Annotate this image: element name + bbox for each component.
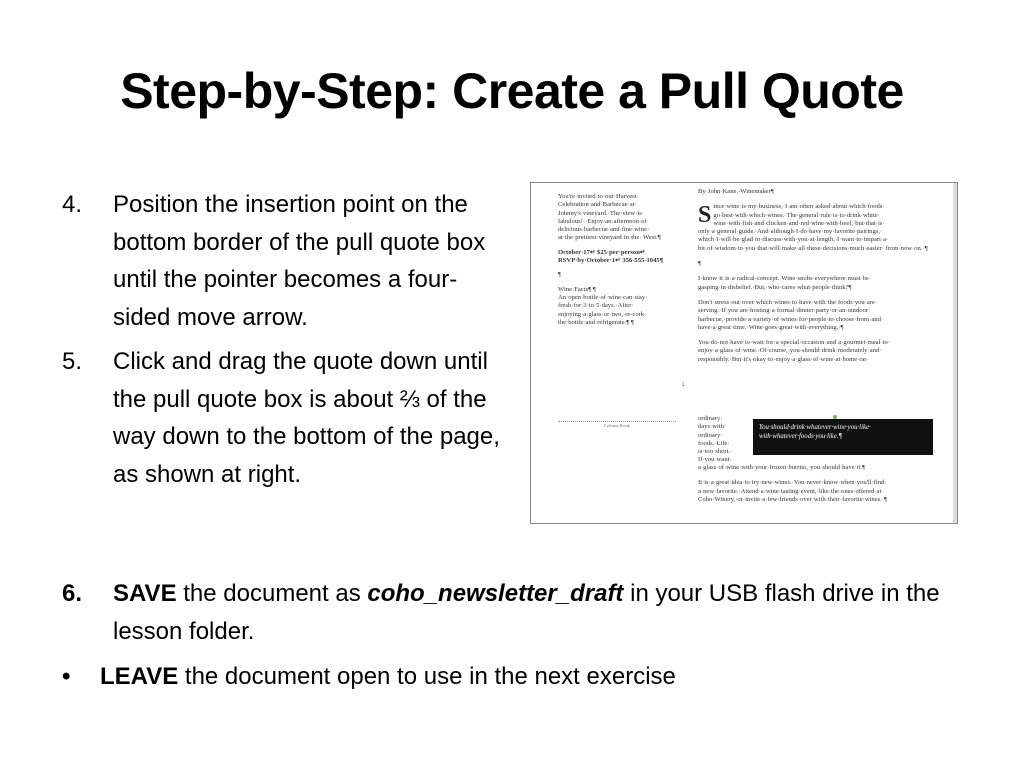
- wrap-text: ordinary· days·with· ordinary· foods.·Life· is·too·short.· If·you·want·: [698, 415, 733, 464]
- step-number: 6.: [62, 580, 83, 607]
- column-break: Column Break: [558, 421, 676, 428]
- slide-title: Step-by-Step: Create a Pull Quote: [120, 63, 904, 119]
- document-screenshot: [530, 182, 958, 524]
- filename: coho_newsletter_draft: [367, 580, 624, 607]
- wine-facts: Wine·Facts¶ ¶ An·open·bottle·of·wine·can·stay· fresh·for·3·to·5·days.·After· enjoying·a·glass·or·two,·re-cork· the·bottle·and·refrigerate.¶ ¶: [558, 285, 648, 326]
- step-text: Position the insertion point on the bottom border of the pull quote box until the pointer becomes a four-sided move arrow.: [113, 191, 486, 331]
- left-column: [558, 193, 666, 333]
- step-6: [62, 575, 962, 650]
- step-text-part: the document as: [176, 580, 368, 607]
- save-keyword: SAVE: [113, 580, 177, 607]
- step-5: [62, 343, 512, 493]
- bullet-leave: [62, 658, 962, 696]
- steps-list: [62, 186, 512, 500]
- page-edge: [953, 183, 957, 523]
- step-text: Click and drag the quote down until the pull quote box is about ⅔ of the way down to the bottom of the page, as shown at right.: [113, 348, 500, 488]
- bullet-text-part: the document open to use in the next exercise: [178, 663, 676, 690]
- event-details: October·17↵ $25·per·person↵ RSVP·by·October·1↵ 356-555-1045¶: [558, 248, 664, 265]
- leave-keyword: LEAVE: [100, 663, 179, 690]
- article-paragraph: Don't·stress·out·over·which·wines·to·have·with·the·foods·you·are· serving.·If·you·are·hosting·a·formal·dinner·party·or·an·outdoor· barbecue,·provide·a·variety·of·wines·for·people·to·choose·from·and· have·a·great·time.·Wine·goes·great·with·everything.·¶: [698, 298, 884, 331]
- step-4: [62, 186, 512, 336]
- step-text: [113, 575, 962, 650]
- drop-cap: S: [698, 202, 712, 229]
- step-number: 5.: [62, 348, 83, 375]
- article-paragraph: I·know·it·is·a·radical·concept.·Wine·snobs·everywhere·must·be· gasping·in·disbelief.·But,·who·cares·what·people·think?¶: [698, 275, 872, 291]
- step-text-part: in your USB flash drive in the lesson folder.: [113, 580, 940, 645]
- bullet-icon: •: [62, 663, 71, 690]
- article-paragraph: Since·wine·is·my·business,·I·am·often·asked·about·which·foods· go·best·with·which·wines.·The·general·rule·is·to·drink·white· wine·with·fish·and·chicken·and·red·wine·with·beef,·but·that·is· only·a·general·guide.·And·although·I·do·have·my·favorite·pairings,· which·I·will·be·glad·to·discuss·with·you·at·length,·I·want·to·impart·a· bit·of·wisdom·to·you·that·will·make·all·these·decisions·much·easier· from·now·on.·¶: [698, 202, 928, 252]
- right-column: [698, 188, 934, 371]
- article-paragraph: It·is·a·great·idea·to·try·new·wines.·You·never·know·when·you'll·find· a·new·favorite.·Attend·a·wine·tasting·event,·like·the·ones·offered·at· Coho·Winery,·or·invite·a·few·friends·over·with·their·favorite·wines.·¶: [698, 479, 888, 503]
- right-column-continued: [698, 464, 934, 511]
- invite-paragraph: You're·invited·to·our·Harvest· Celebration·and·Barbecue·at· Johnny's·vineyard.·The·view·is· fabulous!··Enjoy·an·afternoon·of· delicious·barbecue·and·fine·wine· at·the·prettiest·vineyard·in·the· West.¶: [558, 193, 661, 242]
- empty-paragraph: ¶: [558, 271, 561, 279]
- byline: By·John·Kane,·Winemaker¶: [698, 188, 774, 195]
- article-paragraph: a·glass·of·wine·with·your·frozen·burrito,·you·should·have·it.¶: [698, 464, 866, 471]
- article-paragraph: ¶: [698, 260, 701, 268]
- bullet-text: [100, 658, 962, 696]
- article-paragraph: You·do·not·have·to·wait·for·a·special·occasion·and·a·gourmet·meal·to· enjoy·a·glass·of·wine.·Of·course,·you·should·drink·moderately·and· responsibly.·But·it's·okay·to·enjoy·a·glass·of·wine·at·home·on·: [698, 339, 890, 363]
- pull-quote-box[interactable]: You·should·drink·whatever·wine·you·like· with·whatever·foods·you·like.¶: [753, 419, 933, 455]
- arrow-mark-icon: ↓: [681, 379, 685, 388]
- step-number: 4.: [62, 191, 83, 218]
